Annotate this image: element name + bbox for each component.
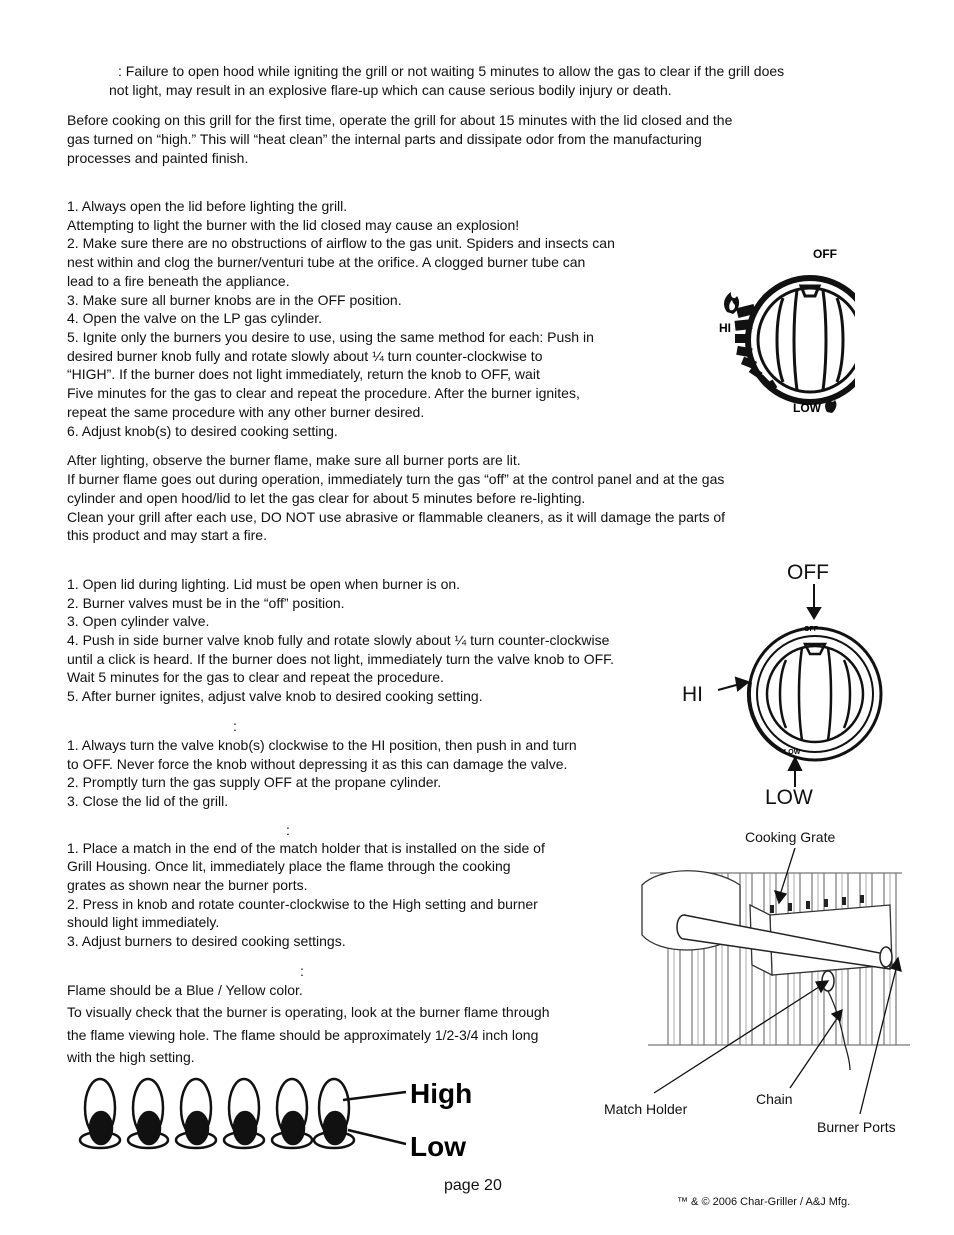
match-holder-label: Match Holder — [604, 1101, 688, 1117]
paragraph-line: After lighting, observe the burner flame, make sure all burner ports are lit. — [67, 452, 521, 468]
low-label: LOW — [793, 401, 821, 415]
paragraph-line: the flame viewing hole. The flame should be approximately 1/2-3/4 inch long — [67, 1027, 539, 1043]
match-colon: : — [286, 822, 290, 838]
cooking-grate-label: Cooking Grate — [745, 829, 836, 845]
high-label: High — [410, 1078, 473, 1109]
off-callout: OFF — [787, 561, 829, 584]
list-item: 1. Always open the lid before lighting the grill. — [67, 198, 348, 214]
paragraph-line: To visually check that the burner is operating, look at the burner flame through — [67, 1004, 550, 1020]
list-item: 4. Open the valve on the LP gas cylinder. — [67, 310, 323, 326]
paragraph-line: If burner flame goes out during operation, immediately turn the gas “off” at the control panel and at the gas — [67, 471, 725, 487]
paragraph-line: with the high setting. — [67, 1049, 195, 1065]
list-item: 2. Press in knob and rotate counter-clockwise to the High setting and burner — [67, 896, 538, 912]
list-item: grates as shown near the burner ports. — [67, 877, 308, 893]
list-item: 6. Adjust knob(s) to desired cooking setting. — [67, 423, 338, 439]
list-item: 1. Place a match in the end of the match holder that is installed on the side of — [67, 840, 545, 856]
list-item: 3. Close the lid of the grill. — [67, 793, 229, 809]
list-item: lead to a fire beneath the appliance. — [67, 273, 290, 289]
list-item: should light immediately. — [67, 914, 220, 930]
burner-ports-label: Burner Ports — [817, 1119, 896, 1135]
flame-icon — [128, 1079, 168, 1148]
off-label: OFF — [813, 247, 837, 261]
list-item: 1. Always turn the valve knob(s) clockwise to the HI position, then push in and turn — [67, 737, 577, 753]
list-item: 3. Adjust burners to desired cooking settings. — [67, 933, 346, 949]
flame-icon — [314, 1079, 354, 1148]
low-callout: LOW — [765, 786, 813, 809]
list-item: 2. Make sure there are no obstructions of airflow to the gas unit. Spiders and insects can — [67, 235, 615, 251]
paragraph-line: Flame should be a Blue / Yellow color. — [67, 982, 303, 998]
list-item: 2. Burner valves must be in the “off” position. — [67, 595, 345, 611]
page-number: page 20 — [444, 1177, 502, 1194]
intro-line: gas turned on “high.” This will “heat clean” the internal parts and dissipate odor from the manufacturing — [67, 131, 702, 147]
flame-icon — [272, 1079, 312, 1148]
warning-line-2: not light, may result in an explosive flare-up which can cause serious bodily injury or death. — [109, 82, 672, 98]
flame-icon — [224, 1079, 264, 1148]
list-item: Wait 5 minutes for the gas to clear and repeat the procedure. — [67, 669, 444, 685]
flame-icons — [80, 1079, 354, 1148]
list-item: repeat the same procedure with any other burner desired. — [67, 404, 425, 420]
list-item: 1. Open lid during lighting. Lid must be open when burner is on. — [67, 576, 461, 592]
ring-low-label: LOW — [784, 749, 801, 756]
list-item: 4. Push in side burner valve knob fully and rotate slowly about ¼ turn counter-clockwise — [67, 632, 610, 648]
list-item: 3. Make sure all burner knobs are in the OFF position. — [67, 292, 402, 308]
warning-line-1: : Failure to open hood while igniting the grill or not waiting 5 minutes to allow the gas to clear if the grill does — [118, 63, 785, 79]
list-item: Attempting to light the burner with the lid closed may cause an explosion! — [67, 217, 520, 233]
shutoff-colon: : — [233, 718, 237, 734]
intro-line: processes and painted finish. — [67, 150, 249, 166]
list-item: Five minutes for the gas to clear and repeat the procedure. After the burner ignites, — [67, 385, 580, 401]
copyright-notice: ™ & © 2006 Char-Griller / A&J Mfg. — [677, 1196, 851, 1208]
list-item: 5. After burner ignites, adjust valve knob to desired cooking setting. — [67, 688, 483, 704]
intro-line: Before cooking on this grill for the first time, operate the grill for about 15 minutes with the lid closed and the — [67, 112, 733, 128]
hi-label: HI — [719, 321, 731, 335]
chain-label: Chain — [756, 1091, 793, 1107]
paragraph-line: cylinder and open hood/lid to let the gas clear for about 5 minutes before re-lighting. — [67, 490, 586, 506]
flame-height-figure — [78, 1070, 488, 1168]
list-item: Grill Housing. Once lit, immediately place the flame through the cooking — [67, 858, 511, 874]
list-item: until a click is heard. If the burner does not light, immediately turn the valve knob to OFF. — [67, 651, 615, 667]
paragraph-line: Clean your grill after each use, DO NOT use abrasive or flammable cleaners, as it will damage the parts of — [67, 509, 726, 525]
list-item: desired burner knob fully and rotate slowly about ¼ turn counter-clockwise to — [67, 348, 543, 364]
list-item: 2. Promptly turn the gas supply OFF at the propane cylinder. — [67, 774, 442, 790]
list-item: to OFF. Never force the knob without depressing it as this can damage the valve. — [67, 756, 568, 772]
paragraph-line: this product and may start a fire. — [67, 527, 267, 543]
ring-off-label: OFF — [804, 626, 818, 633]
list-item: “HIGH”. If the burner does not light immediately, return the knob to OFF, wait — [67, 366, 540, 382]
list-item: 5. Ignite only the burners you desire to use, using the same method for each: Push in — [67, 329, 594, 345]
list-item: 3. Open cylinder valve. — [67, 613, 210, 629]
flame-colon: : — [300, 963, 304, 979]
flame-icon — [80, 1079, 120, 1148]
list-item: nest within and clog the burner/venturi tube at the orifice. A clogged burner tube can — [67, 254, 586, 270]
hi-callout: HI — [682, 683, 703, 706]
flame-icon — [176, 1079, 216, 1148]
low-label: Low — [410, 1131, 466, 1162]
